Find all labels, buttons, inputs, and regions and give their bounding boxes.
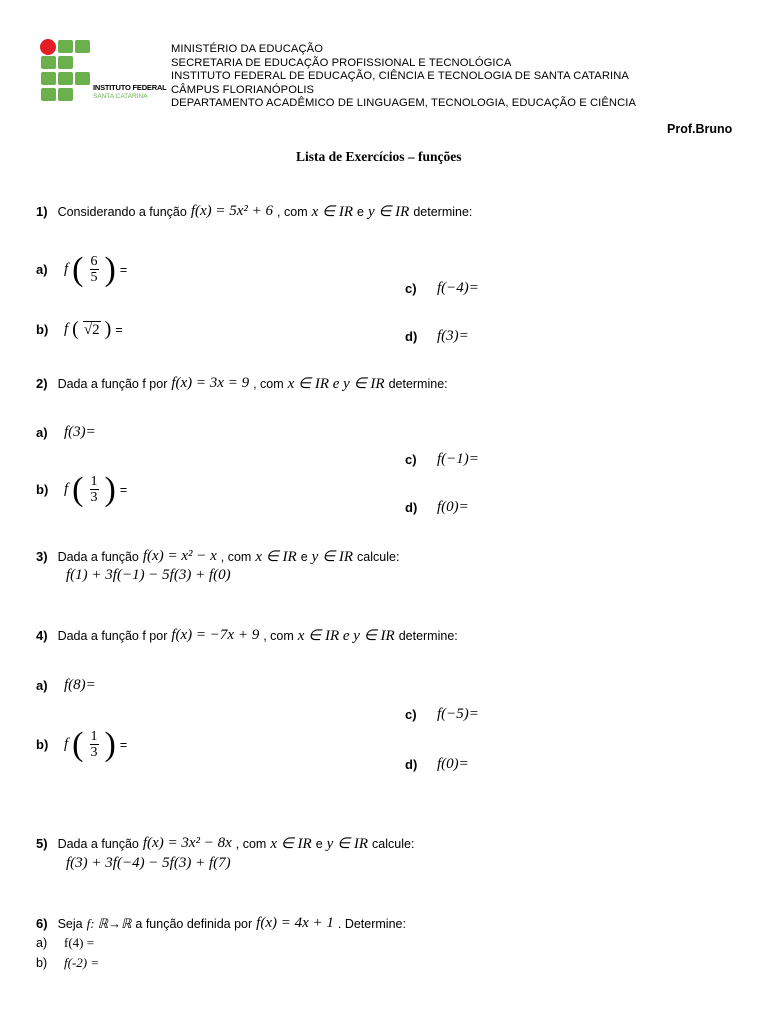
question-4 [36,626,458,645]
question-3 [36,547,399,566]
question-number: 2) [36,376,48,391]
question-6 [36,915,406,932]
question-end: determine: [388,376,448,391]
question-connector: , com [235,836,267,851]
fraction: $\frac{1}{3}$ [90,729,98,760]
item-label: d) [405,500,418,515]
header-line: SECRETARIA DE EDUCAÇÃO PROFISSIONAL E TECNOLÓGICA [171,56,512,69]
question-end: determine: [398,628,458,643]
item-label: c) [405,281,417,296]
item-expression: f(−1)= [437,451,479,467]
item-expression: f(3)= [437,328,469,344]
function-definition: f(x) = 3x² − 8x [142,835,232,851]
header-line: INSTITUTO FEDERAL DE EDUCAÇÃO, CIÊNCIA E TECNOLOGIA DE SANTA CATARINA [171,70,629,83]
item-label: d) [405,757,418,772]
item-6b [36,955,99,971]
function-definition: f(x) = 4x + 1 [256,915,334,931]
item-label: a) [36,678,48,693]
question-number: 4) [36,628,48,643]
institution-header [171,43,636,111]
header-line: MINISTÉRIO DA EDUCAÇÃO [171,43,324,55]
question-intro: Seja [57,916,83,931]
question-connector: e [300,549,308,564]
header-line: DEPARTAMENTO ACADÊMICO DE LINGUAGEM, TECNOLOGIA, EDUCAÇÃO E CIÊNCIA [171,97,637,110]
question-connector: , com [263,628,294,643]
sqrt-expression: √2 [83,321,100,338]
function-definition: f(x) = 3x = 9 [171,375,250,391]
item-expression: f(0)= [437,756,469,772]
domain-expression: x ∈ IR [255,549,297,565]
function-definition: f(x) = 5x² + 6 [190,203,274,219]
item-2d [405,499,469,516]
item-label: c) [405,452,417,467]
header-line: CÂMPUS FLORIANÓPOLIS [171,83,315,96]
ifsc-logo [38,38,167,104]
domain-expression: x ∈ IR e y ∈ IR [287,376,385,392]
question-number: 3) [36,549,48,564]
item-label: b) [36,322,49,337]
item-expression: f(8)= [64,677,96,693]
question-connector: e [357,204,364,219]
item-label: a) [36,262,48,277]
domain-expression: x ∈ IR [311,204,353,220]
item-label: b) [36,956,48,970]
item-1c [405,280,479,297]
question-connector: e [315,836,323,851]
question-2 [36,374,448,393]
question-number: 5) [36,836,48,851]
item-expression: f(0)= [437,499,469,515]
fraction: $\frac{6}{5}$ [90,254,98,285]
item-expression: f(−4)= [437,280,479,296]
item-expression: f(3)= [64,424,96,440]
codomain-expression: y ∈ IR [367,204,410,220]
item-1d [405,328,469,345]
question-number: 1) [36,204,48,219]
question-end: . Determine: [337,916,406,931]
item-4d [405,756,469,773]
fraction: $\frac{1}{3}$ [90,474,98,505]
question-end: calcule: [372,836,415,851]
codomain-expression: y ∈ IR [326,836,369,852]
item-2b: b) f ( $\frac{1}{3}$ ) = [36,470,128,508]
function-mapping: f: ℝ→ℝ [86,915,132,931]
page-title: Lista de Exercícios – funções [296,149,462,164]
logo-subname: SANTA CATARINA [93,93,148,100]
question-connector: , com [220,549,252,564]
item-1b: b) f ( √2 ) = [36,318,123,340]
domain-expression: x ∈ IR e y ∈ IR [297,628,395,644]
function-definition: f(x) = x² − x [142,548,217,564]
question-1 [36,202,472,221]
domain-expression: x ∈ IR [270,836,312,852]
question-connector: , com [277,204,308,219]
item-2a [36,424,96,441]
question-intro: Dada a função [57,549,139,564]
calculation-expression: f(3) + 3f(−4) − 5f(3) + f(7) [66,855,231,871]
item-label: d) [405,329,418,344]
item-2c [405,451,479,468]
question-connector: , com [253,376,284,391]
question-end: determine: [413,204,473,219]
item-label: c) [405,707,417,722]
item-6a [36,935,94,951]
item-label: a) [36,936,48,950]
item-label: a) [36,425,48,440]
item-4c [405,706,479,723]
logo-name: INSTITUTO FEDERAL [93,83,167,92]
function-definition: f(x) = −7x + 9 [171,627,260,643]
calculation-expression: f(1) + 3f(−1) − 5f(3) + f(0) [66,567,231,583]
item-expression: f(4) = [64,935,95,950]
question-text: a função definida por [135,916,253,931]
item-4a [36,677,96,694]
question-intro: Dada a função [57,836,139,851]
question-end: calcule: [357,549,400,564]
question-5 [36,834,414,853]
codomain-expression: y ∈ IR [311,549,354,565]
item-label: b) [36,482,49,497]
question-intro: Dada a função f por [57,628,168,643]
item-label: b) [36,737,49,752]
question-number: 6) [36,916,48,931]
professor-name: Prof.Bruno [667,122,733,136]
item-1a: a) f ( $\frac{6}{5}$ ) = [36,250,128,288]
item-expression: f(-2) = [64,955,100,970]
question-intro: Considerando a função [57,204,187,219]
item-4b: b) f ( $\frac{1}{3}$ ) = [36,725,128,763]
item-expression: f(−5)= [437,706,479,722]
question-intro: Dada a função f por [57,376,168,391]
